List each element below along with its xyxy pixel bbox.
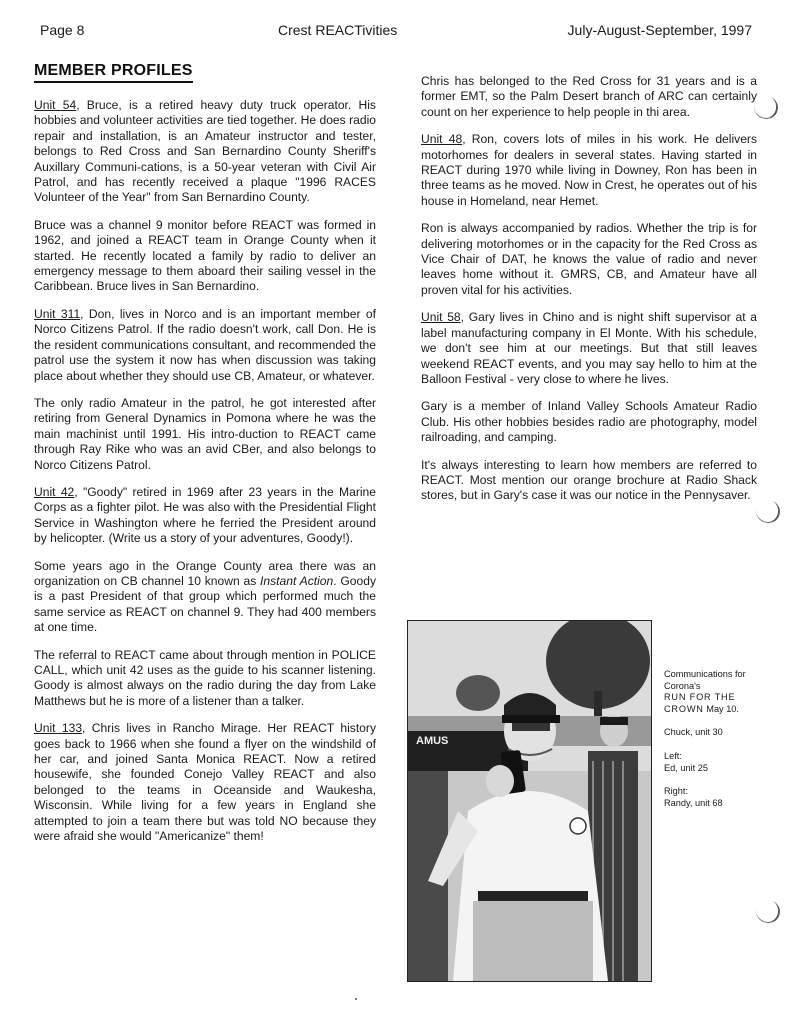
punch-hole-mark xyxy=(753,497,782,525)
banner-text: AMUS xyxy=(416,735,449,747)
profile-paragraph: Ron is always accompanied by radios. Whether the trip is for delivering motorhomes or in the capacity for the Red Cross as Vice Chair of DAT, he knows the value of radio and never leaves home without it. GMRS, CB, and Amateur have all proven vital for his activities. xyxy=(421,221,757,297)
left-column xyxy=(34,98,376,856)
event-name: RUN FOR THE CROWN xyxy=(664,692,736,714)
section-title: MEMBER PROFILES xyxy=(34,62,193,83)
members-photo xyxy=(407,620,652,982)
publication-title: Crest REACTivities xyxy=(278,22,398,38)
organization-name: Instant Action xyxy=(260,573,334,588)
punch-hole-mark xyxy=(753,897,782,925)
profile-paragraph: Some years ago in the Orange County area there was an organization on CB channel 10 known as Instant Action. Goody is a past President of that group which performed much the same service as REACT on channel 9. They had 400 members at one time. xyxy=(34,558,377,635)
photo-illustration xyxy=(408,621,651,981)
caption-left: Left: Ed, unit 25 xyxy=(664,750,708,773)
right-column xyxy=(421,74,757,516)
issue-date: July-August-September, 1997 xyxy=(567,22,752,38)
unit-label: Unit 133 xyxy=(34,721,83,736)
profile-paragraph: The referral to REACT came about through mention in POLICE CALL, which unit 42 uses as the guide to his scanner listening. Goody is almost always on the radio during the day from Lake Matthews but he is more of a listener than a talker. xyxy=(34,647,376,708)
profile-paragraph: Unit 48, Ron, covers lots of miles in his work. He delivers motorhomes for dealers in several states. Having started in REACT during 1970 while living in Downey, Ron has been in three teams as he moved. Now in Crest, he operates out of his house in Homeland, near Hemet. xyxy=(421,132,757,208)
speck-mark xyxy=(355,998,357,1000)
photo-caption xyxy=(664,669,766,821)
page-number: Page 8 xyxy=(40,22,85,38)
caption-chuck: Chuck, unit 30 xyxy=(664,727,723,738)
profile-paragraph: Chris has belonged to the Red Cross for 31 years and is a former EMT, so the Palm Desert branch of ARC can certainly count on her experience to help people in thi area. xyxy=(421,74,757,119)
profile-paragraph: It's always interesting to learn how members are referred to REACT. Most mention our orange brochure at Radio Shack stores, but in Gary's case it was our notice in the Pennysaver. xyxy=(421,457,757,503)
profile-paragraph: Unit 133, Chris lives in Rancho Mirage. Her REACT history goes back to 1966 when she found a flyer on the windshild of her car, and joined Santa Monica REACT. Now a retired housewife, she founded Conejo Valley REACT and also belonged to the teams in Oceanside and Waukesha, Wisconsin. While living for a few years in England she attempted to join a team there but was told NO because they were afraid she would "Americanize" them! xyxy=(34,721,376,844)
profile-paragraph: The only radio Amateur in the patrol, he got interested after retiring from General Dynamics in Pomona where he was the main machinist until 1991. His intro-duction to REACT came through Ray Rike who was an avid CBer, and also belongs to Norco Citizens Patrol. xyxy=(34,395,376,472)
profile-paragraph: Bruce was a channel 9 monitor before REACT was formed in 1962, and joined a REACT team in Orange County when it started. He recently located a family by radio to deliver an emergency message to them aboard their sailing vessel in the Caribbean. Bruce lives in San Bernardino. xyxy=(34,217,376,294)
profile-paragraph: Unit 311, Don, lives in Norco and is an important member of Norco Citizens Patrol. If the radio doesn't work, call Don. He is the resident communications consultant, and recommended the patrol use the system it now has when discussion was taking place about whether they should use CB, Amateur, or whatever. xyxy=(34,306,376,383)
page-header xyxy=(40,22,752,42)
profile-paragraph: Unit 58, Gary lives in Chino and is night shift supervisor at a label manufacturing company in El Monte. With his schedule, we don't see him at our meetings. But that still leaves weekend REACT events, and you may say hello to him at the Balloon Festival - very close to where he lives. xyxy=(421,310,757,386)
profile-paragraph: Unit 42, "Goody" retired in 1969 after 23 years in the Marine Corps as a fighter pilot. He was also with the Presidential Flight Service in Washington where he ferried the President around by helicopter. (Write us a story of your adventures, Goody!). xyxy=(34,484,376,546)
unit-label: Unit 42 xyxy=(34,484,75,499)
caption-right: Right: Randy, unit 68 xyxy=(664,786,723,808)
profile-paragraph: Gary is a member of Inland Valley Schools Amateur Radio Club. His other hobbies besides radio are photography, model railroading, and camping. xyxy=(421,399,757,445)
unit-label: Unit 48 xyxy=(421,132,463,147)
unit-label: Unit 58 xyxy=(421,310,461,325)
profile-paragraph: Unit 54, Bruce, is a retired heavy duty truck operator. His hobbies and volunteer activities are tied together. He does radio repair and installation, is an Amateur instructor and tester, belongs to Red Cross and San Bernardino County Sheriff's Auxillary Communi-cations, is a 50-year veteran with Civil Air Patrol, and has recently received a plaque "1996 RACES Volunteer of the Year" from San Bernardino County. xyxy=(34,98,376,205)
unit-label: Unit 54 xyxy=(34,98,77,112)
unit-label: Unit 311 xyxy=(34,306,81,321)
caption-event: Communications for Corona's RUN FOR THE CROWN May 10. xyxy=(664,669,746,714)
